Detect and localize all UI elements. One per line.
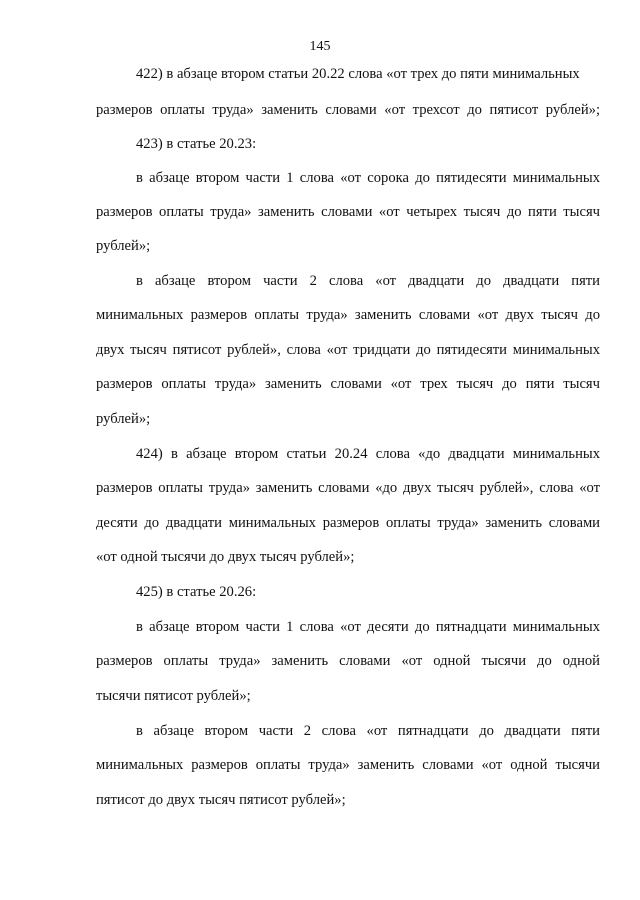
text-line-7: в абзаце втором части 2 слова «от двадцати до двадцати пяти [136,273,600,289]
text-line-6: рублей»; [96,238,151,254]
text-line-17: в абзаце втором части 1 слова «от десяти до пятнадцати минимальных [136,619,600,635]
text-line-18: размеров оплаты труда» заменить словами «от одной тысячи до одной [96,653,600,669]
text-line-20: в абзаце втором части 2 слова «от пятнадцати до двадцати пяти [136,723,600,739]
text-line-10: размеров оплаты труда» заменить словами «от трех тысяч до пяти тысяч [96,376,600,392]
text-line-11: рублей»; [96,411,151,427]
text-line-14: десяти до двадцати минимальных размеров оплаты труда» заменить словами [96,515,600,531]
text-line-16: 425) в статье 20.26: [136,584,257,600]
text-line-1: 422) в абзаце втором статьи 20.22 слова «от трех до пяти минимальных [136,66,580,82]
text-line-8: минимальных размеров оплаты труда» заменить словами «от двух тысяч до [96,307,600,323]
page-number: 145 [309,39,331,54]
text-line-4: в абзаце втором части 1 слова «от сорока до пятидесяти минимальных [136,170,600,186]
text-line-2: размеров оплаты труда» заменить словами «от трехсот до пятисот рублей»; [96,102,600,118]
text-line-22: пятисот до двух тысяч пятисот рублей»; [96,792,346,808]
text-line-12: 424) в абзаце втором статьи 20.24 слова «до двадцати минимальных [136,446,600,462]
text-line-15: «от одной тысячи до двух тысяч рублей»; [96,549,355,565]
text-line-13: размеров оплаты труда» заменить словами «до двух тысяч рублей», слова «от [96,480,600,496]
text-line-19: тысячи пятисот рублей»; [96,688,251,704]
text-line-3: 423) в статье 20.23: [136,136,257,152]
text-line-9: двух тысяч пятисот рублей», слова «от тридцати до пятидесяти минимальных [96,342,600,358]
text-line-5: размеров оплаты труда» заменить словами «от четырех тысяч до пяти тысяч [96,204,600,220]
text-line-21: минимальных размеров оплаты труда» заменить словами «от одной тысячи [96,757,600,773]
